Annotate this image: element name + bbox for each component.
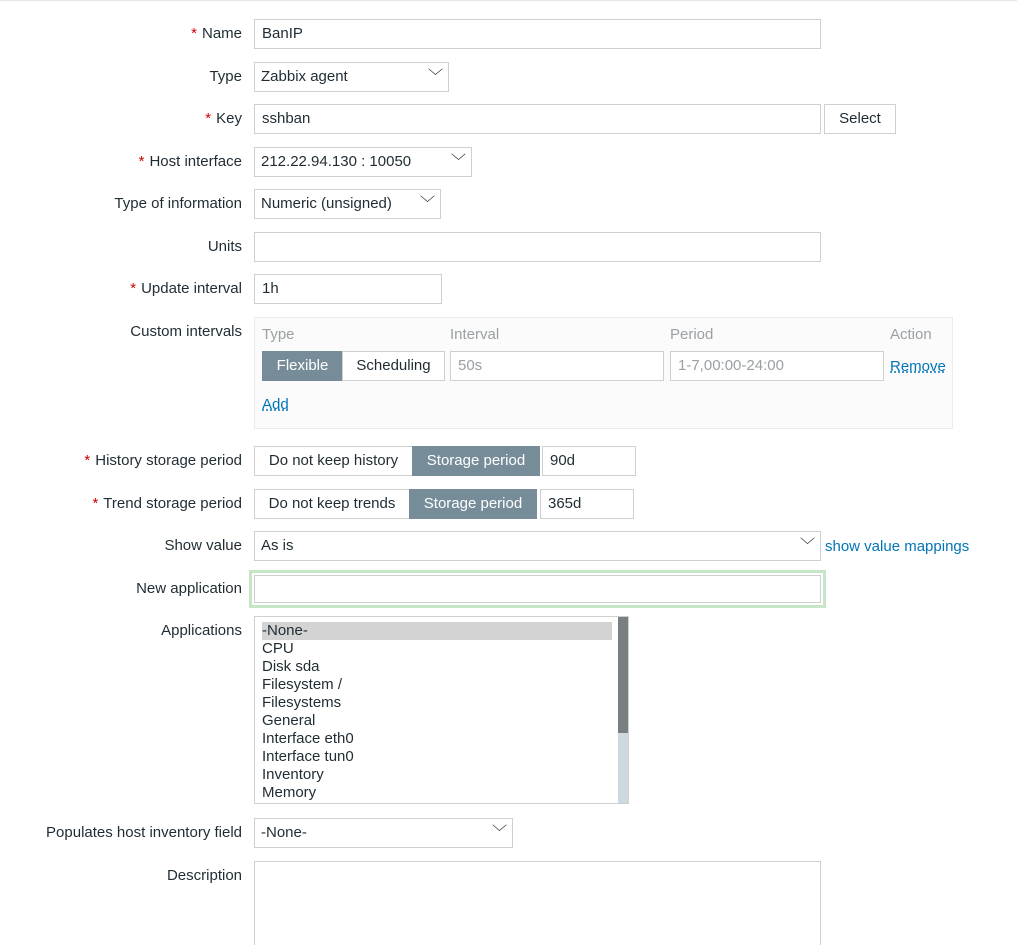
chevron-down-icon: ﹀ — [491, 824, 507, 841]
type-of-information-label: Type of information — [114, 195, 242, 212]
new-application-label: New application — [136, 580, 242, 597]
list-item[interactable]: Interface tun0 — [262, 748, 354, 765]
period-input[interactable]: 1-7,00:00-24:00 — [670, 351, 884, 381]
key-input[interactable]: sshban — [254, 104, 821, 134]
description-textarea[interactable] — [254, 861, 821, 945]
column-header-period: Period — [670, 326, 714, 343]
do-not-keep-trends-toggle[interactable]: Do not keep trends — [254, 489, 410, 519]
chevron-down-icon: ﹀ — [450, 153, 466, 170]
list-item[interactable]: Disk sda — [262, 658, 320, 675]
units-input[interactable] — [254, 232, 821, 262]
show-value-select[interactable]: As is ﹀ — [254, 531, 821, 561]
list-item[interactable]: Inventory — [262, 766, 324, 783]
new-application-field[interactable] — [254, 575, 821, 603]
history-storage-label: * History storage period — [84, 452, 242, 469]
required-marker: * — [130, 280, 137, 297]
list-item[interactable]: CPU — [262, 640, 294, 657]
custom-intervals-label: Custom intervals — [130, 323, 242, 340]
list-item[interactable]: -None- — [262, 622, 612, 640]
add-interval-link[interactable]: Add — [262, 396, 289, 413]
show-value-mappings-link[interactable]: show value mappings — [825, 538, 970, 555]
chevron-down-icon: ﹀ — [427, 68, 443, 85]
remove-interval-link[interactable]: Remove — [890, 358, 946, 375]
trend-storage-period-toggle[interactable]: Storage period — [409, 489, 537, 519]
inventory-field-label: Populates host inventory field — [46, 824, 242, 841]
required-marker: * — [84, 452, 91, 469]
list-item[interactable]: Memory — [262, 784, 317, 801]
list-item[interactable]: Interface eth0 — [262, 730, 354, 747]
required-marker: * — [191, 25, 197, 42]
type-select[interactable]: Zabbix agent ﹀ — [254, 62, 449, 92]
history-storage-period-toggle[interactable]: Storage period — [412, 446, 540, 476]
column-header-action: Action — [890, 326, 932, 343]
host-interface-label: * Host interface — [138, 153, 242, 170]
top-divider — [0, 0, 1017, 1]
name-input[interactable]: BanIP — [254, 19, 821, 49]
inventory-field-select[interactable]: -None- ﹀ — [254, 818, 513, 848]
update-interval-input[interactable]: 1h — [254, 274, 442, 304]
new-application-input[interactable] — [249, 570, 826, 608]
applications-scrollbar-thumb[interactable] — [618, 617, 628, 733]
list-item[interactable]: General — [262, 712, 316, 729]
type-label: Type — [209, 68, 242, 85]
required-marker: * — [205, 110, 212, 127]
do-not-keep-history-toggle[interactable]: Do not keep history — [254, 446, 413, 476]
interval-input[interactable]: 50s — [450, 351, 664, 381]
required-marker: * — [92, 495, 99, 512]
column-header-type: Type — [262, 326, 295, 343]
flexible-toggle[interactable]: Flexible — [262, 351, 343, 381]
applications-listbox[interactable] — [254, 616, 629, 804]
units-label: Units — [207, 238, 242, 255]
trend-storage-label: * Trend storage period — [92, 495, 242, 512]
host-interface-select[interactable]: 212.22.94.130 : 10050 ﹀ — [254, 147, 472, 177]
update-interval-label: * Update interval — [130, 280, 242, 297]
chevron-down-icon: ﹀ — [419, 195, 435, 212]
required-marker: * — [138, 153, 145, 170]
list-item[interactable]: Filesystem / — [262, 676, 343, 693]
key-label: * Key — [205, 110, 242, 127]
description-label: Description — [166, 867, 242, 884]
chevron-down-icon: ﹀ — [799, 537, 815, 554]
trend-period-input[interactable]: 365d — [540, 489, 634, 519]
history-period-input[interactable]: 90d — [542, 446, 636, 476]
applications-label: Applications — [161, 622, 242, 639]
list-item[interactable]: Filesystems — [262, 694, 342, 711]
name-label: * Name — [191, 25, 242, 42]
scheduling-toggle[interactable]: Scheduling — [342, 351, 445, 381]
key-select-button[interactable]: Select — [824, 104, 896, 134]
column-header-interval: Interval — [450, 326, 500, 343]
show-value-label: Show value — [164, 537, 242, 554]
type-of-information-select[interactable]: Numeric (unsigned) ﹀ — [254, 189, 441, 219]
